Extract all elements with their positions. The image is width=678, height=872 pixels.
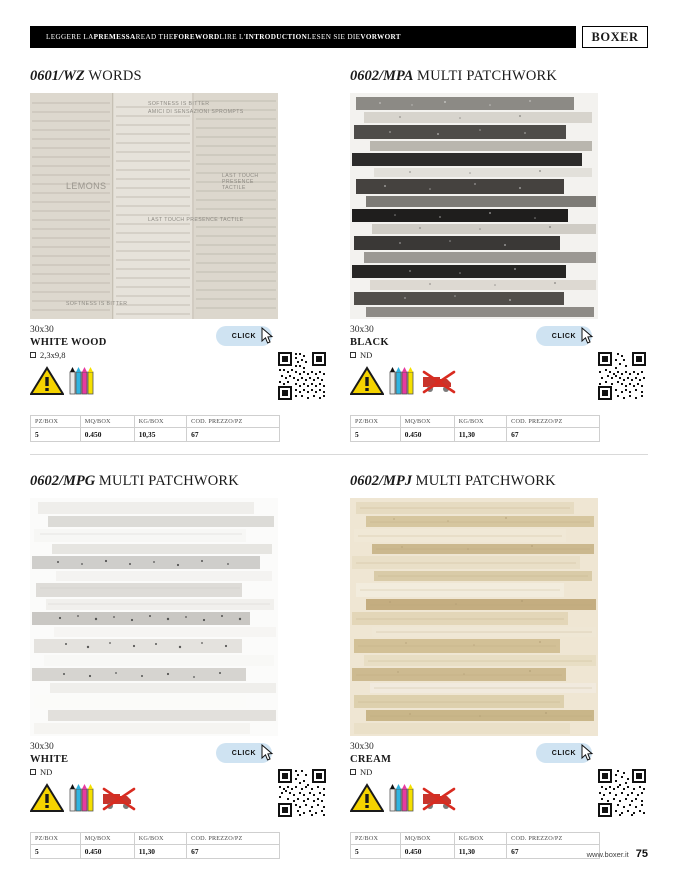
th-cod: COD. PREZZO/PZ <box>507 416 600 428</box>
website-url[interactable]: www.boxer.it <box>586 850 629 859</box>
th-mq-box: MQ/BOX <box>400 416 454 428</box>
no-truck-icon <box>100 785 138 818</box>
product-title <box>30 68 328 85</box>
specs-header-row <box>31 416 280 428</box>
image-label: LEMONS <box>66 181 107 191</box>
td-mq-box: 0.450 <box>80 428 134 442</box>
banner-bold-4: VORWORT <box>360 33 401 41</box>
qr-code[interactable] <box>596 350 648 402</box>
td-mq-box: 0.450 <box>400 428 454 442</box>
specs-header-row <box>31 833 280 845</box>
product-card-0602-mpj <box>350 455 648 867</box>
image-label: SOFTNESS IS BITTER <box>66 301 128 307</box>
product-image-words <box>30 93 278 319</box>
product-name: MULTI PATCHWORK <box>98 473 239 489</box>
color-palette-icon <box>389 783 415 818</box>
td-cod: 67 <box>187 845 280 859</box>
product-grid <box>30 68 648 867</box>
td-cod: 67 <box>187 428 280 442</box>
image-label: LAST TOUCH PRESENCE TACTILE <box>148 217 244 223</box>
specs-table <box>30 832 280 859</box>
specs-header-row <box>351 416 600 428</box>
td-cod: 67 <box>507 428 600 442</box>
td-kg-box: 11,30 <box>454 845 506 859</box>
warning-icon <box>30 366 64 401</box>
foreword-banner <box>30 26 576 48</box>
page-number: 75 <box>635 848 648 860</box>
cursor-icon <box>580 327 594 345</box>
click-button[interactable] <box>536 326 592 346</box>
banner-text-1: LEGGERE LA <box>46 33 94 41</box>
td-pz-box: 5 <box>351 845 401 859</box>
product-image-multi-patchwork-black <box>350 93 598 319</box>
td-pz-box: 5 <box>31 845 81 859</box>
warning-icon <box>350 783 384 818</box>
product-code: 0601/WZ <box>30 68 85 84</box>
product-name: WORDS <box>88 68 142 84</box>
image-label: AMICI DI SENSAZIONI SPROMPTS <box>148 109 244 115</box>
product-name: MULTI PATCHWORK <box>417 68 558 84</box>
product-code: 0602/MPG <box>30 473 96 489</box>
product-title <box>350 68 648 85</box>
size-label: 30x30 <box>350 742 374 752</box>
th-kg-box: KG/BOX <box>454 833 506 845</box>
color-label: CREAM <box>350 754 392 765</box>
logo-text: BOXER <box>591 29 639 44</box>
product-code: 0602/MPJ <box>350 473 413 489</box>
click-button-label: CLICK <box>551 749 577 757</box>
banner-bold-2: FOREWORD <box>173 33 220 41</box>
click-button[interactable] <box>216 326 272 346</box>
color-label: BLACK <box>350 337 389 348</box>
color-label: WHITE <box>30 754 69 765</box>
banner-bold-1: PREMESSA <box>93 33 136 41</box>
click-button[interactable] <box>536 743 592 763</box>
th-cod: COD. PREZZO/PZ <box>187 833 280 845</box>
image-label: SOFTNESS IS BITTER <box>148 101 210 107</box>
square-icon <box>350 769 356 775</box>
th-pz-box: PZ/BOX <box>351 416 401 428</box>
banner-text-4: LESEN SIE DIE <box>307 33 361 41</box>
no-truck-icon <box>420 785 458 818</box>
product-image-multi-patchwork-cream <box>350 498 598 736</box>
th-kg-box: KG/BOX <box>454 416 506 428</box>
color-palette-icon <box>69 366 95 401</box>
td-kg-box: 11,30 <box>454 428 506 442</box>
cursor-icon <box>580 744 594 762</box>
product-card-0601-wz <box>30 68 328 450</box>
th-mq-box: MQ/BOX <box>80 416 134 428</box>
cursor-icon <box>260 744 274 762</box>
product-name: MULTI PATCHWORK <box>415 473 556 489</box>
specs-value-row <box>31 428 280 442</box>
size-label: 30x30 <box>30 325 54 335</box>
th-cod: COD. PREZZO/PZ <box>507 833 600 845</box>
th-pz-box: PZ/BOX <box>351 833 401 845</box>
td-kg-box: 10,35 <box>134 428 186 442</box>
color-palette-icon <box>69 783 95 818</box>
color-label: WHITE WOOD <box>30 337 107 348</box>
size-label: 30x30 <box>30 742 54 752</box>
square-icon <box>30 352 36 358</box>
product-title <box>30 473 328 490</box>
size-label: 30x30 <box>350 325 374 335</box>
product-title <box>350 473 648 490</box>
click-button-label: CLICK <box>551 332 577 340</box>
format-value: ND <box>360 350 373 360</box>
th-cod: COD. PREZZO/PZ <box>187 416 280 428</box>
warning-icon <box>350 366 384 401</box>
td-mq-box: 0.450 <box>400 845 454 859</box>
qr-code[interactable] <box>596 767 648 819</box>
product-card-0602-mpg <box>30 455 328 867</box>
th-mq-box: MQ/BOX <box>400 833 454 845</box>
click-button-label: CLICK <box>231 749 257 757</box>
td-mq-box: 0.450 <box>80 845 134 859</box>
td-kg-box: 11,30 <box>134 845 186 859</box>
banner-text-3: LIRE L' <box>219 33 246 41</box>
format-value: ND <box>40 767 53 777</box>
product-code: 0602/MPA <box>350 68 414 84</box>
product-image-multi-patchwork-white <box>30 498 278 736</box>
qr-code[interactable] <box>276 767 328 819</box>
page-footer <box>587 848 648 860</box>
click-button-label: CLICK <box>231 332 257 340</box>
format-value: 2,3x9,8 <box>40 350 66 360</box>
square-icon <box>30 769 36 775</box>
td-pz-box: 5 <box>351 428 401 442</box>
cursor-icon <box>260 327 274 345</box>
specs-table <box>350 832 600 859</box>
product-card-0602-mpa <box>350 68 648 450</box>
th-kg-box: KG/BOX <box>134 833 186 845</box>
color-palette-icon <box>389 366 415 401</box>
banner-text-2: READ THE <box>135 33 174 41</box>
th-pz-box: PZ/BOX <box>31 833 81 845</box>
format-value: ND <box>360 767 373 777</box>
specs-table <box>30 415 280 442</box>
page-header <box>30 26 648 48</box>
click-button[interactable] <box>216 743 272 763</box>
td-pz-box: 5 <box>31 428 81 442</box>
th-mq-box: MQ/BOX <box>80 833 134 845</box>
specs-value-row <box>351 845 600 859</box>
specs-table <box>350 415 600 442</box>
banner-bold-3: INTRODUCTION <box>245 33 308 41</box>
boxer-logo <box>582 26 648 48</box>
th-pz-box: PZ/BOX <box>31 416 81 428</box>
specs-value-row <box>351 428 600 442</box>
image-label: LAST TOUCH PRESENCE TACTILE <box>222 173 259 191</box>
td-cod: 67 <box>507 845 600 859</box>
square-icon <box>350 352 356 358</box>
specs-value-row <box>31 845 280 859</box>
no-truck-icon <box>420 368 458 401</box>
qr-code[interactable] <box>276 350 328 402</box>
th-kg-box: KG/BOX <box>134 416 186 428</box>
specs-header-row <box>351 833 600 845</box>
warning-icon <box>30 783 64 818</box>
